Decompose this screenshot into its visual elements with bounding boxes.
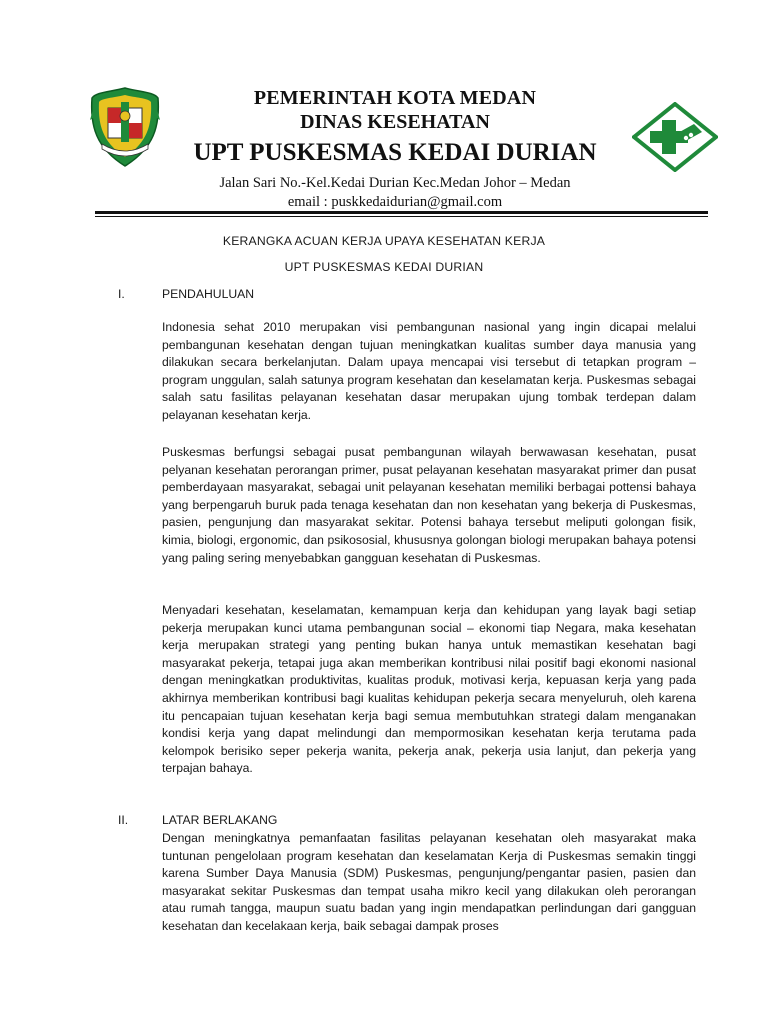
letterhead-department: DINAS KESEHATAN — [300, 111, 490, 133]
letterhead-address: Jalan Sari No.-Kel.Kedai Durian Kec.Medan Johor – Medan — [219, 175, 571, 191]
letterhead-government: PEMERINTAH KOTA MEDAN — [253, 87, 537, 109]
letterhead-email: email : puskkedaidurian@gmail.com — [287, 194, 503, 210]
document-title: KERANGKA ACUAN KERJA UPAYA KESEHATAN KERJA — [222, 234, 546, 248]
section-number: II. — [118, 813, 129, 827]
paragraph: Puskesmas berfungsi sebagai pusat pembangunan wilayah berwawasan kesehatan, pusat pelyanan kesehatan perorangan primer, pusat pelayanan kesehatan masyarakat primer dan pusat pemberdayaan masyarakat, sebagai unit pelayanan kesehatan memiliki berbagai pottensi bahaya yang berpengaruh buruk pada tenaga kesehatan dan non kesehatan yang bekerja di Puskesmas, pasien, pengunjung dan masyarakat sekitar. Potensi bahaya tersebut meliputi golongan fisik, kimia, biologi, ergonomic, dan psikososial, khususnya golongan biologi merupakan bahaya potensi yang paling sering menyebabkan gangguan kesehatan di Puskesmas. — [162, 445, 696, 565]
letterhead-divider-thin — [95, 216, 708, 217]
puskesmas-cross-logo-icon — [632, 102, 718, 172]
paragraph: Menyadari kesehatan, keselamatan, kemampuan kerja dan kehidupan yang layak bagi setiap pekerja merupakan kunci utama pembangunan social – ekonomi tiap Negara, maka kesehatan kerja merupakan strategi yang penting bukan hanya untuk memastikan kesehatan bagi masyarakat pekerja, tetapai juga akan memberikan kontribusi nilai positif bagi ekonomi nasional dengan meningkatkan produktivitas, kualitas produk, motivasi kerja, kepuasan kerja yang pada akhirnya memberikan kontribusi bagi kualitas kehidupan pekerja secara menyeluruh, oleh karena itu pencapaian tujuan kesehatan kerja bagi semua membutuhkan strategi dalam menganakan kondisi kerja yang dapat melindungi dan mempormosikan kesehatan kerja terutama pada kelompok berisiko seper pekerja wanita, pekerja anak, pekerja usia lanjut, dan pekerja yang terpajan bahaya. — [162, 603, 696, 776]
section-heading: LATAR BERLAKANG — [162, 813, 278, 827]
letterhead — [170, 86, 620, 212]
paragraph: Indonesia sehat 2010 merupakan visi pembangunan nasional yang ingin dicapai melalui pembangunan kesehatan dengan tujuan meningkatkan kualitas sumber daya manusia yang dilakukan secara berkelanjutan. Dalam upaya mencapai visi tersebut di tetapkan program – program unggulan, salah satunya program kesehatan dan keselamatan kerja. Puskesmas sebagai salah satu fasilitas pelayanan kesehatan dasar merupakan ujung tombak terdepan dalam pelayanan kesehatan kerja. — [162, 320, 696, 422]
section-number: I. — [118, 287, 125, 301]
paragraph: Dengan meningkatnya pemanfaatan fasilitas pelayanan kesehatan oleh masyarakat maka tuntunan pengelolaan program kesehatan dan keselamatan Kerja di Puskesmas semakin tinggi karena Sumber Daya Manusia (SDM) Puskesmas, pengunjung/pengantar pasien, pasien dan masyarakat sekitar Puskesmas dan tempat usaha mikro kecil yang dilakukan oleh perorangan atau rumah tangga, maupun suatu badan yang ingin mendapatkan perlindungan dari gangguan kesehatan dan kecelakaan kerja, baik sebagai dampak proses — [162, 831, 696, 933]
letterhead-divider-thick — [95, 211, 708, 214]
section-heading: PENDAHULUAN — [162, 287, 255, 301]
document-subtitle: UPT PUSKESMAS KEDAI DURIAN — [284, 260, 484, 274]
kota-medan-emblem-icon — [88, 86, 162, 168]
letterhead-institution: UPT PUSKESMAS KEDAI DURIAN — [193, 139, 597, 166]
